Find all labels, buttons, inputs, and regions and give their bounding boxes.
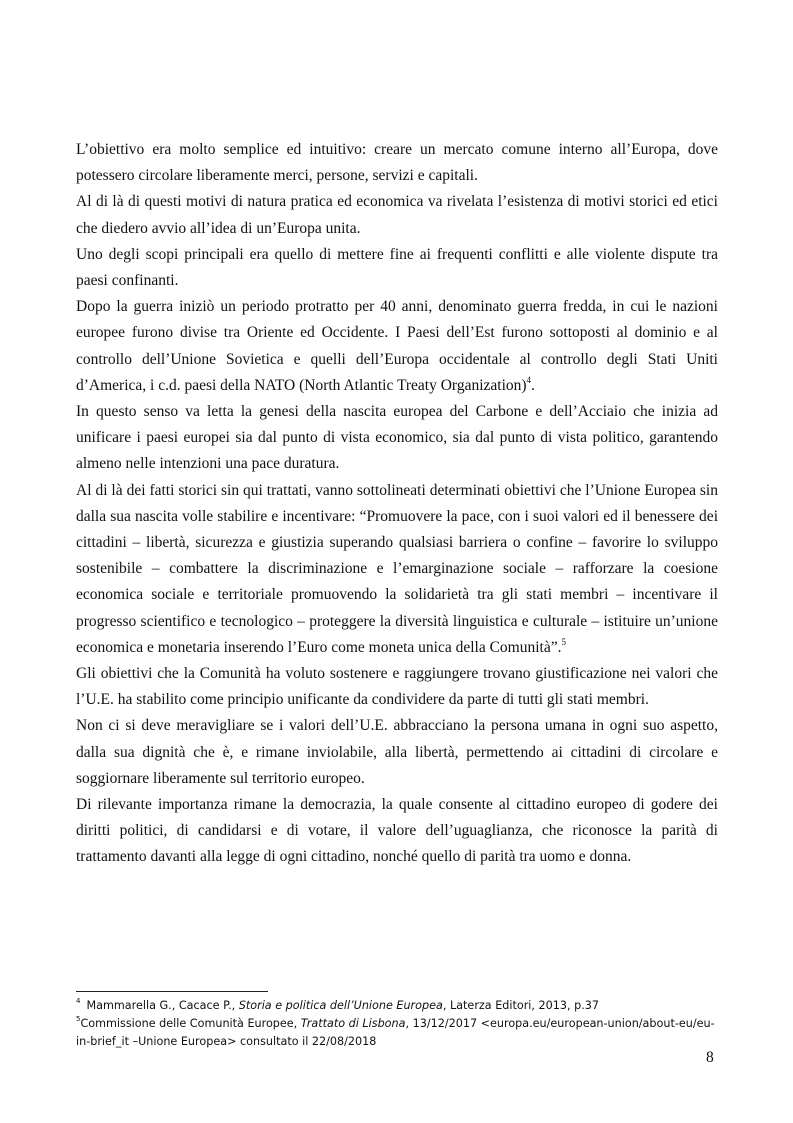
footnote-title: Storia e politica dell’Unione Europea bbox=[238, 999, 443, 1012]
paragraph: Al di là di questi motivi di natura pratica ed economica va rivelata l’esistenza di motivi storici ed etici che diedero avvio all’idea di un’Europa unita. bbox=[76, 193, 718, 237]
page-body bbox=[76, 137, 718, 871]
paragraph bbox=[76, 294, 718, 399]
footnotes bbox=[76, 997, 718, 1051]
paragraph: L’obiettivo era molto semplice ed intuitivo: creare un mercato comune interno all’Europa, dove potessero circolare liberamente merci, persone, servizi e capitali. bbox=[76, 141, 718, 185]
paragraph: Uno degli scopi principali era quello di mettere fine ai frequenti conflitti e alle violente dispute tra paesi confinanti. bbox=[76, 245, 718, 290]
footnote-ref-5[interactable]: 5 bbox=[561, 636, 566, 647]
footnote-separator bbox=[76, 991, 268, 992]
footnote-text: , 13/12/2017 <europa.eu/european-union/about-eu/eu-in-brief_it –Unione Europea> consultato il 22/08/2018 bbox=[76, 1017, 715, 1048]
footnote-number: 4 bbox=[76, 997, 81, 1006]
paragraph: Gli obiettivi che la Comunità ha voluto sostenere e raggiungere trovano giustificazione nei valori che l’U.E. ha stabilito come principio unificante da condividere da parte di tutti gli stati membri. bbox=[76, 665, 718, 709]
paragraph bbox=[76, 478, 718, 661]
paragraph-text: Dopo la guerra iniziò un periodo protratto per 40 anni, denominato guerra fredda, in cui le nazioni europee furono divise tra Oriente ed Occidente. I Paesi dell’Est furono sottoposti al dominio e al controllo dell’Unione Sovietica e quelli dell’Europa occidentale al controllo degli Stati Uniti d’America, i c.d. paesi della NATO (North Atlantic Treaty Organization) bbox=[76, 298, 718, 394]
footnote-number: 5 bbox=[76, 1015, 81, 1024]
paragraph: Di rilevante importanza rimane la democrazia, la quale consente al cittadino europeo di godere dei diritti politici, di candidarsi e di votare, il valore dell’uguaglianza, che riconosce la parità di trattamento davanti alla legge di ogni cittadino, nonché quello di parità tra uomo e donna. bbox=[76, 796, 718, 866]
paragraph-end-punctuation: . bbox=[531, 376, 535, 394]
page-number: 8 bbox=[706, 1049, 714, 1066]
footnote-title: Trattato di Lisbona bbox=[300, 1017, 406, 1030]
footnote-text: , Laterza Editori, 2013, p.37 bbox=[442, 999, 600, 1012]
paragraph: In questo senso va letta la genesi della nascita europea del Carbone e dell’Acciaio che inizia ad unificare i paesi europei sia dal punto di vista economico, sia dal punto di vista politico, garantendo almeno nelle intenzioni una pace duratura. bbox=[76, 403, 718, 473]
paragraph: Non ci si deve meravigliare se i valori dell’U.E. abbracciano la persona umana in ogni suo aspetto, dalla sua dignità che è, e rimane inviolabile, alla libertà, permettendo ai cittadini di circolare e soggiornare liberamente sul territorio europeo. bbox=[76, 717, 718, 787]
footnote-5 bbox=[76, 1015, 718, 1051]
paragraph-text: Al di là dei fatti storici sin qui trattati, vanno sottolineati determinati obiettivi che l’Unione Europea sin dalla sua nascita volle stabilire e incentivare: “Promuovere la pace, con i suoi valori ed il benessere dei cittadini – libertà, sicurezza e giustizia superando qualsiasi barriera o confine – favorire lo sviluppo sostenibile – combattere la discriminazione e l’emarginazione sociale – rafforzare la coesione economica sociale e territoriale promuovendo la solidarietà tra gli stati membri – incentivare il progresso scientifico e tecnologico – proteggere la diversità linguistica e culturale – istituire un’unione economica e monetaria inserendo l’Euro come moneta unica della Comunità”. bbox=[76, 481, 718, 656]
footnote-text: Mammarella G., Cacace P., bbox=[86, 999, 239, 1012]
footnote-ref-4[interactable]: 4 bbox=[526, 374, 532, 385]
footnote-4 bbox=[76, 997, 718, 1015]
footnote-text: Commissione delle Comunità Europee, bbox=[80, 1017, 301, 1030]
